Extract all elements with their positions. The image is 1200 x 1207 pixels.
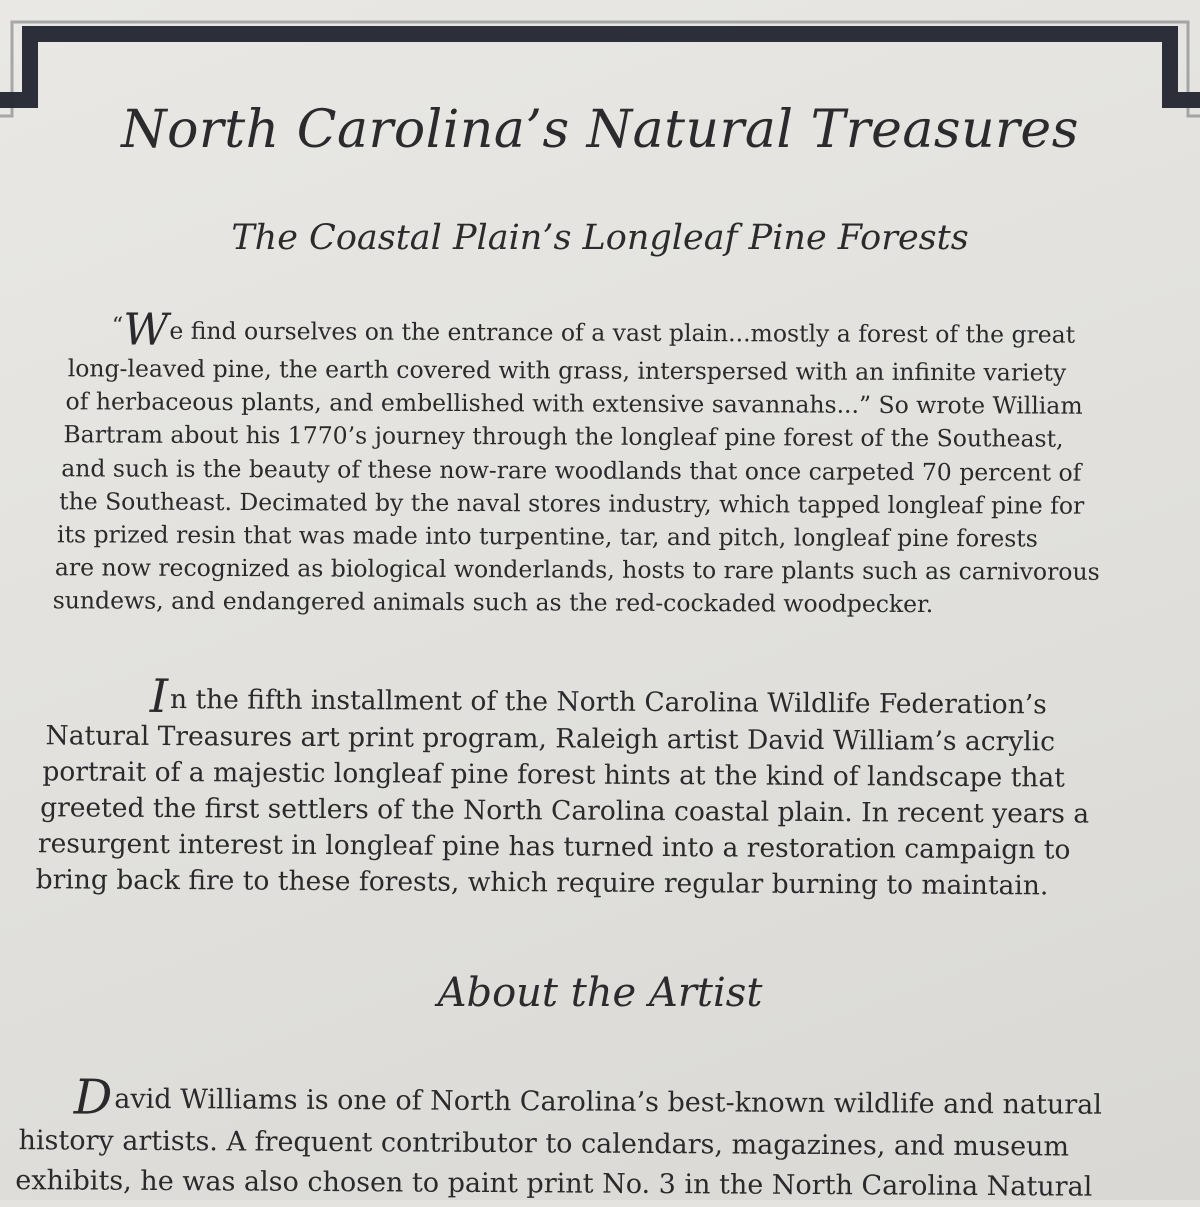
paragraph-line: the Southeast. Decimated by the naval stores industry, which tapped longleaf pine for [59,487,1085,520]
intro-quote-paragraph [0,304,1101,622]
paragraph-line: of herbaceous plants, and embellished with extensive savannahs...” So wrote William [65,387,1083,420]
paragraph-line: Bartram about his 1770’s journey through the longleaf pine forest of the Southeast, [63,420,1064,454]
paragraph-line: its prized resin that was made into turpentine, tar, and pitch, longleaf pine forests [56,520,1038,553]
drop-cap: W [123,304,169,356]
paragraph-line: are now recognized as biological wonderlands, hosts to rare plants such as carnivorous [54,553,1100,587]
paragraph-line: sundews, and endangered animals such as the red-cockaded woodpecker. [52,586,934,619]
paragraph-line: In the fifth installment of the North Carolina Wildlife Federation’s [149,668,1047,724]
paragraph-line: resurgent interest in longleaf pine has turned into a restoration campaign to [37,828,1071,866]
art-print-paragraph [0,668,1090,905]
paragraph-line: bring back fire to these forests, which require regular burning to maintain. [35,864,1049,902]
artist-bio-paragraph [0,1069,1103,1207]
drop-cap: D [73,1069,113,1126]
paragraph-line: exhibits, he was also chosen to paint print No. 3 in the North Carolina Natural [15,1164,1093,1203]
page-title: North Carolina’s Natural Treasures [121,100,1079,160]
section-heading-about-artist: About the Artist [437,970,763,1016]
paragraph-line: greeted the first settlers of the North Carolina coastal plain. In recent years a [40,792,1090,830]
paragraph-line: “We find ourselves on the entrance of a vast plain...mostly a forest of the great [111,304,1076,356]
paragraph-line: portrait of a majestic longleaf pine forest hints at the kind of landscape that [42,756,1065,794]
page-subtitle: The Coastal Plain’s Longleaf Pine Forests [231,218,969,258]
paragraph-line: and such is the beauty of these now-rare woodlands that once carpeted 70 percent of [61,453,1082,487]
paragraph-line: history artists. A frequent contributor to calendars, magazines, and museum [18,1125,1070,1163]
drop-cap: I [149,668,169,724]
open-quote: “ [111,313,124,339]
paragraph-line: David Williams is one of North Carolina’s best-known wildlife and natural [73,1069,1103,1126]
paragraph-line: long-leaved pine, the earth covered with grass, interspersed with an infinite variety [67,354,1067,387]
paragraph-line: Natural Treasures art print program, Raleigh artist David William’s acrylic [45,720,1056,758]
